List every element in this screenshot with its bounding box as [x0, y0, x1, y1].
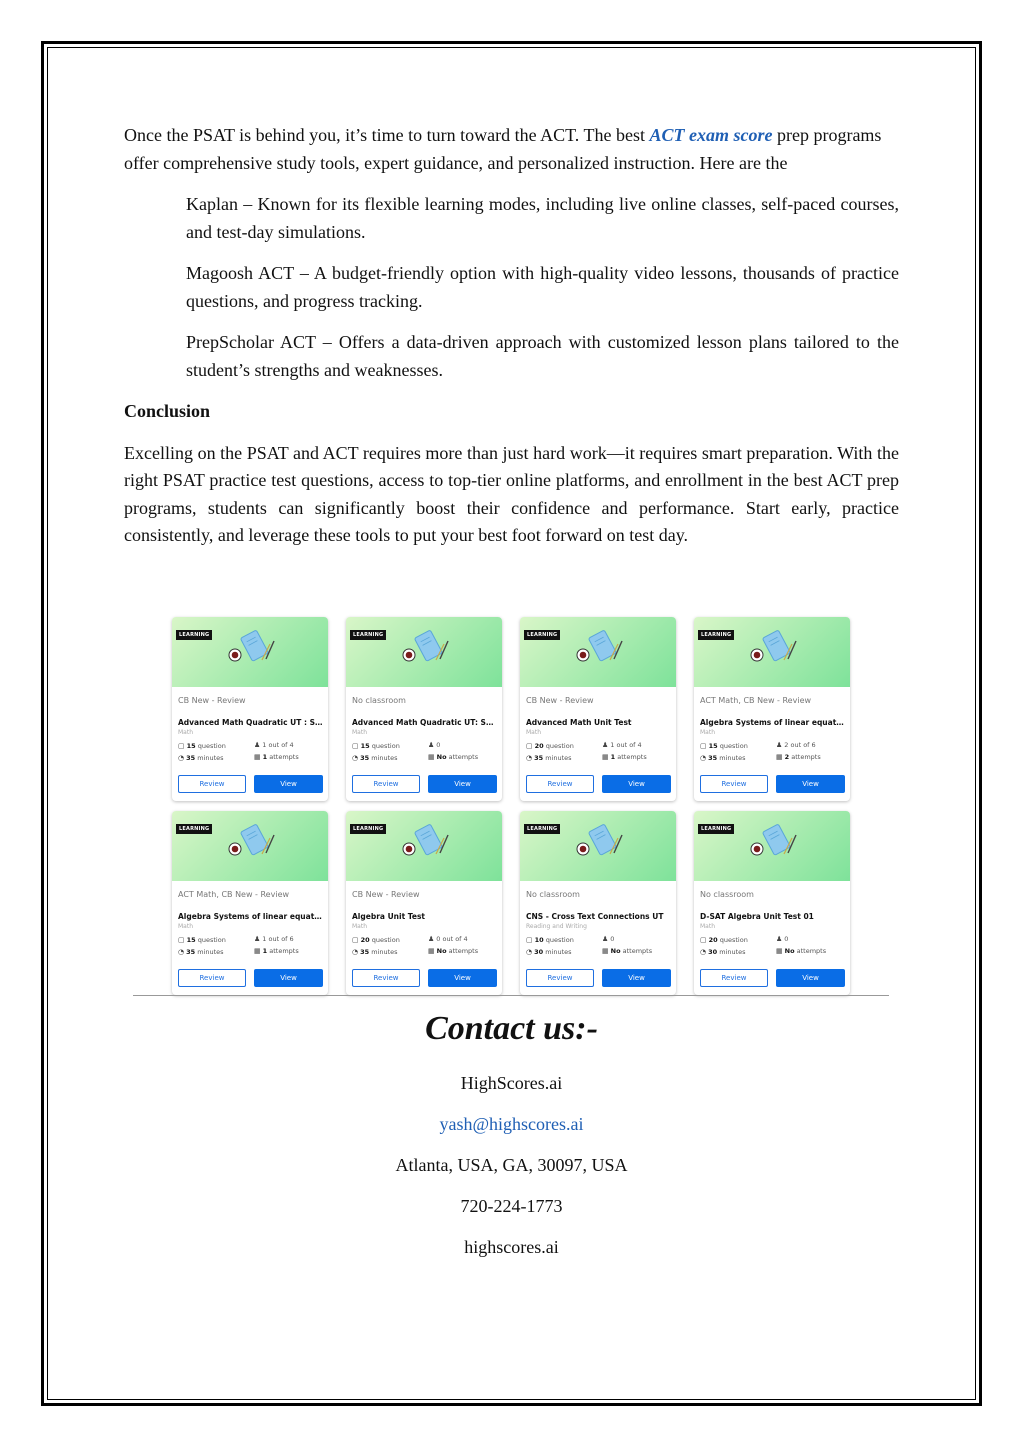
- card-classroom: CB New - Review: [352, 890, 420, 899]
- document-icon: ▦: [776, 947, 783, 955]
- view-button[interactable]: View: [428, 969, 497, 987]
- test-card: [520, 811, 676, 995]
- card-subject: Math: [352, 729, 368, 736]
- card-subject: Math: [178, 923, 194, 930]
- card-title: Advanced Math Unit Test: [526, 718, 632, 727]
- duration: ◔ 35 minutes: [178, 754, 224, 762]
- study-illustration-icon: [226, 821, 276, 863]
- people-icon: ♟: [776, 935, 783, 943]
- card-title: Algebra Systems of linear equat…: [700, 718, 844, 727]
- card-banner: [694, 811, 850, 881]
- card-banner: [520, 617, 676, 687]
- card-banner: [172, 811, 328, 881]
- view-button[interactable]: View: [428, 775, 497, 793]
- list-item-kaplan: Kaplan – Known for its flexible learning modes, including live online classes, self-paced courses, and test-day simulations.: [186, 194, 899, 242]
- card-subject: Math: [178, 729, 194, 736]
- duration: ◔ 35 minutes: [700, 754, 746, 762]
- people-icon: ♟: [428, 935, 435, 943]
- study-illustration-icon: [574, 821, 624, 863]
- student-count: ♟ 1 out of 4: [602, 741, 642, 749]
- question-count: ▢ 10 question: [526, 936, 574, 944]
- study-illustration-icon: [748, 821, 798, 863]
- timer-icon: ◔: [700, 754, 707, 762]
- test-card: [694, 617, 850, 801]
- test-card: [520, 617, 676, 801]
- conclusion-heading: Conclusion: [124, 401, 211, 421]
- contact-phone: 720-224-1773: [460, 1196, 563, 1216]
- question-count: ▢ 15 question: [178, 936, 226, 944]
- study-illustration-icon: [748, 627, 798, 669]
- review-button[interactable]: Review: [178, 969, 246, 987]
- conclusion-paragraph: Excelling on the PSAT and ACT requires more than just hard work—it requires smart preparation. With the right PSAT practice test questions, access to top-tier online platforms, and enrollment in the best ACT prep programs, students can significantly boost their confidence and performance. Start early, practice consistently, and leverage these tools to put your best foot forward on test day.: [124, 442, 899, 545]
- test-card: [172, 811, 328, 995]
- timer-icon: ◔: [352, 948, 359, 956]
- clipboard-icon: ▢: [526, 742, 533, 750]
- contact-website[interactable]: highscores.ai: [464, 1237, 559, 1257]
- card-title: Algebra Unit Test: [352, 912, 426, 921]
- view-button[interactable]: View: [602, 969, 671, 987]
- learning-badge: LEARNING: [698, 824, 734, 834]
- article-body: [124, 122, 899, 550]
- people-icon: ♟: [602, 935, 609, 943]
- card-classroom: No classroom: [352, 696, 406, 705]
- contact-email-link[interactable]: yash@highscores.ai: [439, 1114, 584, 1134]
- card-banner: [172, 617, 328, 687]
- duration: ◔ 30 minutes: [700, 948, 746, 956]
- card-banner: [346, 811, 502, 881]
- card-subject: Math: [352, 923, 368, 930]
- contact-address: Atlanta, USA, GA, 30097, USA: [395, 1155, 628, 1175]
- card-banner: [520, 811, 676, 881]
- clipboard-icon: ▢: [700, 742, 707, 750]
- duration: ◔ 30 minutes: [526, 948, 572, 956]
- contact-title: Contact us:-: [425, 1010, 598, 1047]
- card-title: Advanced Math Quadratic UT: S…: [352, 718, 494, 727]
- card-classroom: CB New - Review: [178, 696, 246, 705]
- document-icon: ▦: [428, 947, 435, 955]
- duration: ◔ 35 minutes: [352, 754, 398, 762]
- clipboard-icon: ▢: [352, 742, 359, 750]
- timer-icon: ◔: [178, 754, 185, 762]
- card-subject: Math: [700, 923, 716, 930]
- learning-badge: LEARNING: [176, 630, 212, 640]
- document-icon: ▦: [776, 753, 783, 761]
- timer-icon: ◔: [352, 754, 359, 762]
- timer-icon: ◔: [526, 754, 533, 762]
- document-icon: ▦: [428, 753, 435, 761]
- question-count: ▢ 20 question: [526, 742, 574, 750]
- timer-icon: ◔: [178, 948, 185, 956]
- duration: ◔ 35 minutes: [526, 754, 572, 762]
- attempt-count: ▦ No attempts: [428, 947, 479, 955]
- attempt-count: ▦ 2 attempts: [776, 753, 821, 761]
- card-classroom: ACT Math, CB New - Review: [178, 890, 290, 899]
- card-title: CNS - Cross Text Connections UT: [526, 912, 664, 921]
- review-button[interactable]: Review: [700, 775, 768, 793]
- review-button[interactable]: Review: [526, 775, 594, 793]
- test-card: [346, 617, 502, 801]
- duration: ◔ 35 minutes: [178, 948, 224, 956]
- study-illustration-icon: [400, 627, 450, 669]
- clipboard-icon: ▢: [178, 936, 185, 944]
- question-count: ▢ 15 question: [700, 742, 748, 750]
- test-card-grid: [172, 617, 852, 995]
- review-button[interactable]: Review: [178, 775, 246, 793]
- card-title: Advanced Math Quadratic UT : S…: [178, 718, 323, 727]
- card-classroom: No classroom: [700, 890, 754, 899]
- people-icon: ♟: [776, 741, 783, 749]
- question-count: ▢ 15 question: [352, 742, 400, 750]
- document-icon: ▦: [602, 947, 609, 955]
- card-subject: Reading and Writing: [526, 923, 587, 930]
- question-count: ▢ 20 question: [700, 936, 748, 944]
- card-classroom: No classroom: [526, 890, 580, 899]
- card-title: D-SAT Algebra Unit Test 01: [700, 912, 814, 921]
- card-subject: Math: [700, 729, 716, 736]
- document-icon: ▦: [254, 753, 261, 761]
- test-card: [694, 811, 850, 995]
- card-classroom: ACT Math, CB New - Review: [700, 696, 812, 705]
- student-count: ♟ 0: [602, 935, 615, 943]
- review-button[interactable]: Review: [352, 775, 420, 793]
- learning-badge: LEARNING: [176, 824, 212, 834]
- list-item-magoosh: Magoosh ACT – A budget-friendly option with high-quality video lessons, thousands of practice questions, and progress tracking.: [186, 263, 899, 311]
- student-count: ♟ 0: [776, 935, 789, 943]
- learning-badge: LEARNING: [524, 630, 560, 640]
- student-count: ♟ 0: [428, 741, 441, 749]
- card-title: Algebra Systems of linear equat…: [178, 912, 322, 921]
- test-card: [346, 811, 502, 995]
- view-button[interactable]: View: [776, 969, 845, 987]
- learning-badge: LEARNING: [350, 824, 386, 834]
- card-banner: [694, 617, 850, 687]
- intro-text-before: Once the PSAT is behind you, it’s time to turn toward the ACT. The best: [124, 125, 650, 145]
- question-count: ▢ 20 question: [352, 936, 400, 944]
- card-classroom: CB New - Review: [526, 696, 594, 705]
- intro-text-after: prep programs offer comprehensive study tools, expert guidance, and personalized instruction. Here are the: [124, 125, 882, 173]
- student-count: ♟ 1 out of 6: [254, 935, 294, 943]
- timer-icon: ◔: [700, 948, 707, 956]
- review-button[interactable]: Review: [700, 969, 768, 987]
- clipboard-icon: ▢: [178, 742, 185, 750]
- study-illustration-icon: [574, 627, 624, 669]
- document-icon: ▦: [254, 947, 261, 955]
- attempt-count: ▦ No attempts: [602, 947, 653, 955]
- view-button[interactable]: View: [776, 775, 845, 793]
- act-exam-score-link[interactable]: ACT exam score: [649, 125, 773, 145]
- view-button[interactable]: View: [254, 775, 323, 793]
- attempt-count: ▦ No attempts: [428, 753, 479, 761]
- people-icon: ♟: [254, 741, 261, 749]
- learning-badge: LEARNING: [524, 824, 560, 834]
- study-illustration-icon: [226, 627, 276, 669]
- attempt-count: ▦ 1 attempts: [602, 753, 647, 761]
- intro-paragraph: [124, 122, 899, 177]
- view-button[interactable]: View: [254, 969, 323, 987]
- review-button[interactable]: Review: [352, 969, 420, 987]
- attempt-count: ▦ 1 attempts: [254, 947, 299, 955]
- divider-line: [133, 995, 889, 996]
- learning-badge: LEARNING: [350, 630, 386, 640]
- people-icon: ♟: [428, 741, 435, 749]
- attempt-count: ▦ 1 attempts: [254, 753, 299, 761]
- student-count: ♟ 1 out of 4: [254, 741, 294, 749]
- learning-badge: LEARNING: [698, 630, 734, 640]
- list-item-prepscholar: PrepScholar ACT – Offers a data-driven approach with customized lesson plans tailored to the student’s strengths and weaknesses.: [186, 332, 899, 380]
- duration: ◔ 35 minutes: [352, 948, 398, 956]
- timer-icon: ◔: [526, 948, 533, 956]
- student-count: ♟ 2 out of 6: [776, 741, 816, 749]
- people-icon: ♟: [254, 935, 261, 943]
- test-card: [172, 617, 328, 801]
- student-count: ♟ 0 out of 4: [428, 935, 468, 943]
- document-icon: ▦: [602, 753, 609, 761]
- card-subject: Math: [526, 729, 542, 736]
- question-count: ▢ 15 question: [178, 742, 226, 750]
- review-button[interactable]: Review: [526, 969, 594, 987]
- clipboard-icon: ▢: [526, 936, 533, 944]
- clipboard-icon: ▢: [352, 936, 359, 944]
- study-illustration-icon: [400, 821, 450, 863]
- view-button[interactable]: View: [602, 775, 671, 793]
- attempt-count: ▦ No attempts: [776, 947, 827, 955]
- card-banner: [346, 617, 502, 687]
- people-icon: ♟: [602, 741, 609, 749]
- clipboard-icon: ▢: [700, 936, 707, 944]
- contact-company: HighScores.ai: [460, 1073, 563, 1093]
